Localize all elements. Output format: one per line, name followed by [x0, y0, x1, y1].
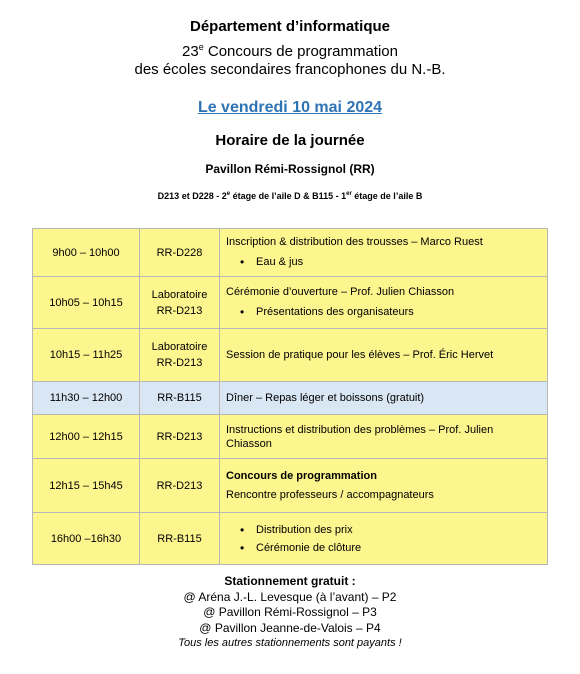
room-line: RR-B115 [157, 532, 202, 545]
rooms-info [0, 191, 580, 201]
schedule-title: Horaire de la journée [215, 132, 365, 149]
time-cell: 10h15 – 11h25 [33, 329, 140, 382]
room-line: Laboratoire [151, 341, 208, 353]
building-name: Pavillon Rémi-Rossignol (RR) [205, 162, 375, 176]
room-cell [140, 513, 220, 565]
rooms-info-part1: D213 et D228 - 2 [157, 191, 227, 201]
table-row [33, 277, 548, 329]
contest-title-line1 [0, 42, 580, 60]
parking-info [0, 574, 580, 652]
table-row [33, 459, 548, 513]
activity-text: Session de pratique pour les élèves – Prof. Éric Hervet [226, 349, 494, 361]
activity-cell [220, 382, 548, 415]
bullet-list [226, 253, 541, 271]
activity-text: Cérémonie d’ouverture – Prof. Julien Chiasson [226, 285, 455, 298]
parking-line: @ Pavillon Jeanne-de-Valois – P4 [199, 620, 381, 635]
contest-title-text: Concours de programmation [203, 43, 398, 60]
contest-number-suffix: e [198, 42, 204, 52]
bullet-item: • Cérémonie de clôture [256, 539, 541, 557]
bullet-item: • Présentations des organisateurs [256, 303, 541, 321]
parking-title: Stationnement gratuit : [224, 574, 356, 588]
time-cell: 11h30 – 12h00 [33, 382, 140, 415]
schedule-table [32, 228, 548, 565]
room-line: RR-D213 [156, 430, 203, 443]
parking-note: Tous les autres stationnements sont payants ! [178, 637, 402, 649]
activity-text: Instructions et distribution des problèmes – Prof. Julien Chiasson [226, 423, 494, 450]
activity-text: Dîner – Repas léger et boissons (gratuit) [226, 392, 425, 404]
activity-subtext: Rencontre professeurs / accompagnateurs [226, 489, 434, 501]
rooms-info-part3: étage de l’aile B [351, 191, 423, 201]
event-date: Le vendredi 10 mai 2024 [197, 99, 383, 116]
department-title: Département d’informatique [189, 18, 391, 35]
activity-text: Inscription & distribution des trousses – Marco Ruest [226, 235, 483, 248]
activity-cell [220, 329, 548, 382]
activity-cell [220, 229, 548, 277]
table-row [33, 329, 548, 382]
rooms-info-sup1: e [226, 191, 231, 197]
parking-line: @ Pavillon Rémi-Rossignol – P3 [203, 605, 377, 619]
bullet-list [226, 303, 541, 321]
room-line: Laboratoire [151, 288, 208, 301]
room-line: RR-D213 [156, 479, 203, 492]
activity-cell [220, 459, 548, 513]
room-line: RR-D228 [156, 246, 203, 259]
bullet-item: • Distribution des prix [256, 521, 541, 539]
table-row [33, 415, 548, 459]
activity-cell [220, 277, 548, 329]
room-line: RR-D213 [156, 304, 203, 317]
room-cell [140, 459, 220, 513]
contest-number: 23 [182, 43, 199, 60]
room-cell [140, 229, 220, 277]
time-cell: 12h15 – 15h45 [33, 459, 140, 513]
bullet-item: • Eau & jus [256, 253, 541, 271]
room-cell [140, 329, 220, 382]
room-cell [140, 277, 220, 329]
activity-text: Concours de programmation [226, 470, 377, 482]
time-cell: 12h00 – 12h15 [33, 415, 140, 459]
bullet-list [226, 521, 541, 557]
parking-line: @ Aréna J.-L. Levesque (à l’avant) – P2 [183, 589, 397, 604]
rooms-info-sup2: er [346, 191, 352, 197]
rooms-info-part2: étage de l’aile D & B115 - 1 [230, 191, 347, 201]
time-cell: 10h05 – 10h15 [33, 277, 140, 329]
time-cell: 16h00 –16h30 [33, 513, 140, 565]
room-line: RR-D213 [156, 357, 203, 369]
activity-cell [220, 415, 548, 459]
contest-title-line2: des écoles secondaires francophones du N.-B. [134, 61, 446, 78]
time-cell: 9h00 – 10h00 [33, 229, 140, 277]
table-row [33, 229, 548, 277]
room-cell [140, 382, 220, 415]
table-row [33, 513, 548, 565]
table-row [33, 382, 548, 415]
room-line: RR-B115 [157, 392, 202, 404]
room-cell [140, 415, 220, 459]
activity-cell [220, 513, 548, 565]
